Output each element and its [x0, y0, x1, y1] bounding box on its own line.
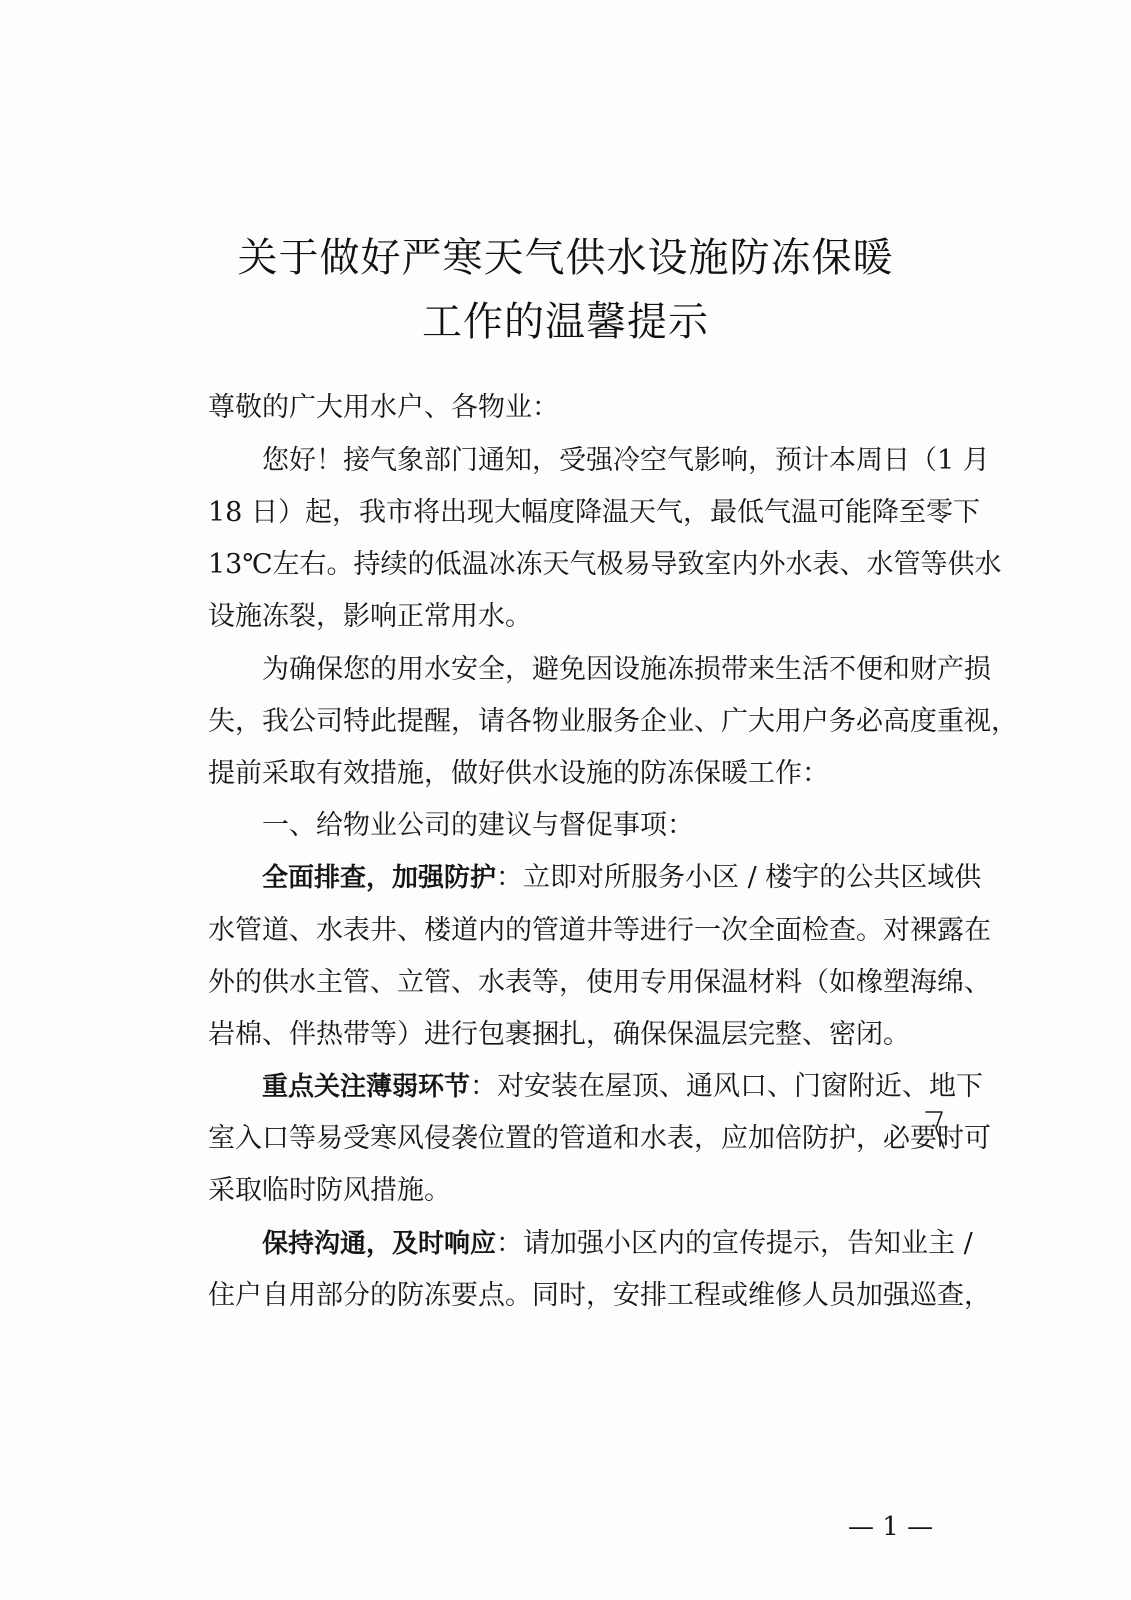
- paragraph-2-line-3: 提前采取有效措施，做好供水设施的防冻保暖工作：: [208, 758, 829, 789]
- document-title-line-2: 工作的温馨提示: [422, 299, 709, 345]
- item-1-line-4: 岩棉、伴热带等）进行包裹捆扎，确保保温层完整、密闭。: [208, 1019, 910, 1050]
- item-3-heading: 保持沟通，及时响应: [262, 1229, 497, 1259]
- paragraph-1-line-2: 18 日）起，我市将出现大幅度降温天气，最低气温可能降至零下: [208, 497, 980, 528]
- paragraph-1-line-1: 您好！接气象部门通知，受强冷空气影响，预计本周日（1 月: [262, 445, 990, 476]
- page-number: — 1 —: [848, 1512, 934, 1542]
- item-2-heading: 重点关注薄弱环节: [262, 1072, 471, 1102]
- paragraph-2-line-1: 为确保您的用水安全，避免因设施冻损带来生活不便和财产损: [262, 654, 991, 685]
- item-2-text: ：对安装在屋顶、通风口、门窗附近、地下: [470, 1071, 984, 1102]
- item-1-line-3: 外的供水主管、立管、水表等，使用专用保温材料（如橡塑海绵、: [208, 967, 991, 998]
- document-title-line-1: 关于做好严寒天气供水设施防冻保暖: [237, 235, 894, 281]
- section-1-heading: 一、给物业公司的建议与督促事项：: [262, 810, 694, 841]
- item-1-line-2: 水管道、水表井、楼道内的管道井等进行一次全面检查。对裸露在: [208, 915, 991, 946]
- item-1-text: ：立即对所服务小区 / 楼宇的公共区域供: [496, 862, 982, 893]
- item-3-line-1: [262, 1226, 973, 1262]
- paragraph-1-line-4: 设施冻裂，影响正常用水。: [208, 601, 532, 632]
- paragraph-2-line-2: 失，我公司特此提醒，请各物业服务企业、广大用户务必高度重视，: [208, 706, 1018, 737]
- item-1-line-1: [262, 860, 982, 896]
- item-2-line-1: [262, 1069, 984, 1105]
- item-1-heading: 全面排查，加强防护: [262, 863, 497, 893]
- item-2-line-2: 室入口等易受寒风侵袭位置的管道和水表，应加倍防护，必要时可: [208, 1123, 991, 1154]
- handwritten-correction-mark: [922, 1108, 950, 1152]
- item-3-text: ：请加强小区内的宣传提示，告知业主 /: [496, 1228, 973, 1259]
- item-3-line-2: 住户自用部分的防冻要点。同时，安排工程或维修人员加强巡查，: [208, 1280, 991, 1311]
- item-2-line-3: 采取临时防风措施。: [208, 1175, 451, 1206]
- salutation: 尊敬的广大用水户、各物业：: [208, 392, 559, 423]
- paragraph-1-line-3: 13℃左右。持续的低温冰冻天气极易导致室内外水表、水管等供水: [208, 549, 1002, 580]
